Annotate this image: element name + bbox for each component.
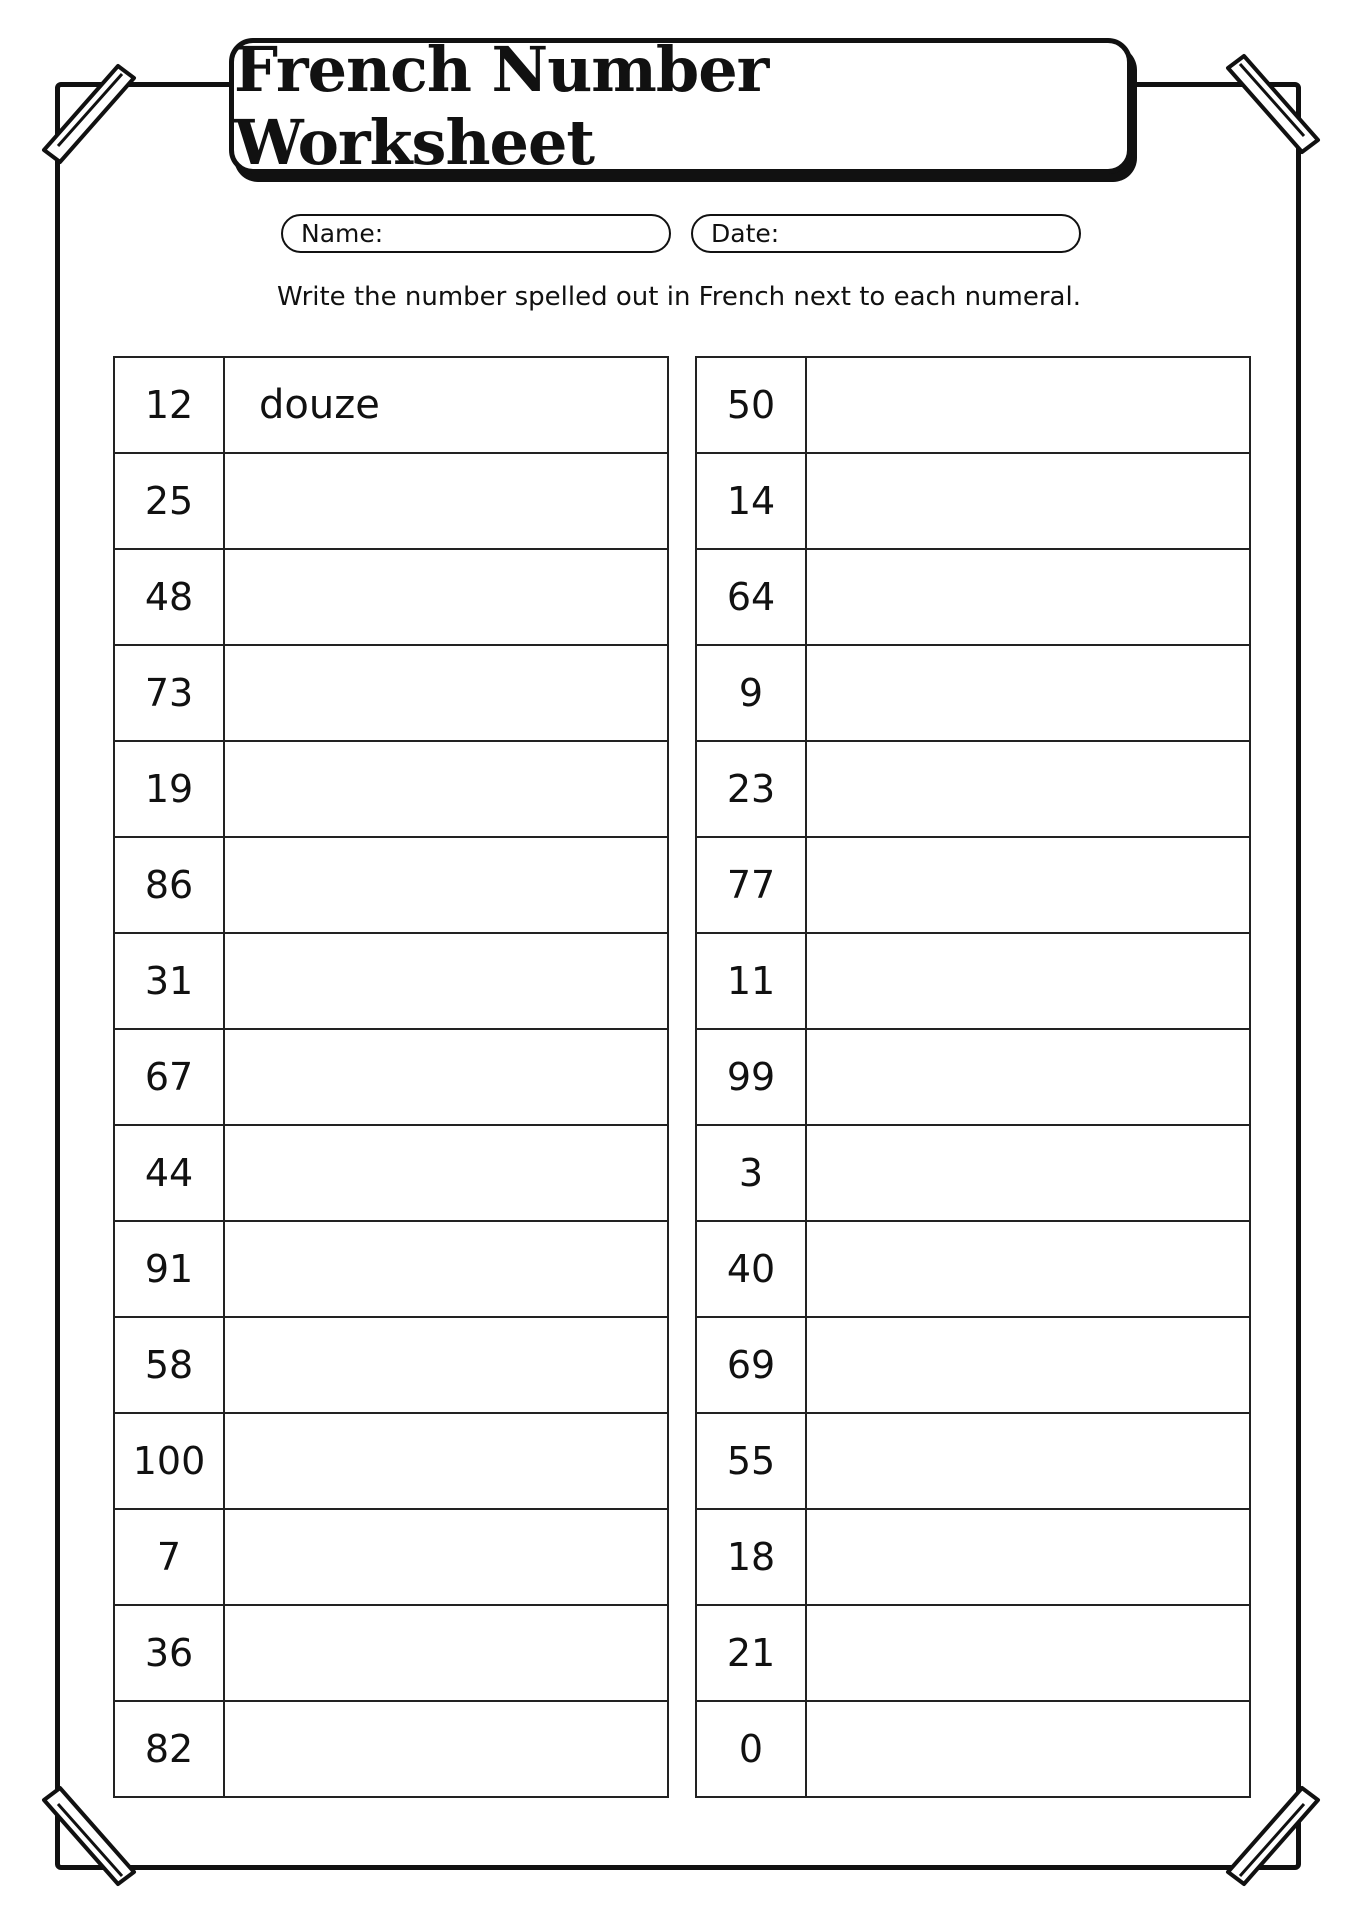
numeral-cell: 69 — [696, 1317, 806, 1413]
table-row — [114, 1317, 668, 1413]
table-row — [696, 1029, 1250, 1125]
table-row — [696, 1125, 1250, 1221]
numeral-cell: 86 — [114, 837, 224, 933]
table-row — [696, 837, 1250, 933]
answer-cell[interactable] — [806, 357, 1250, 453]
corner-tape-icon — [36, 58, 146, 168]
answer-cell[interactable] — [806, 837, 1250, 933]
table-row — [696, 1221, 1250, 1317]
numeral-cell: 55 — [696, 1413, 806, 1509]
table-row — [114, 837, 668, 933]
answer-cell[interactable] — [224, 1221, 668, 1317]
numeral-cell: 50 — [696, 357, 806, 453]
answer-cell[interactable] — [224, 1029, 668, 1125]
table-row — [696, 453, 1250, 549]
table-row — [114, 1125, 668, 1221]
table-row — [114, 1605, 668, 1701]
numeral-cell: 19 — [114, 741, 224, 837]
numeral-cell: 11 — [696, 933, 806, 1029]
numeral-cell: 23 — [696, 741, 806, 837]
answer-cell[interactable] — [806, 933, 1250, 1029]
table-row — [114, 453, 668, 549]
page-title: French Number Worksheet — [234, 33, 769, 179]
answer-cell[interactable] — [224, 837, 668, 933]
answer-cell[interactable] — [224, 549, 668, 645]
table-row — [696, 741, 1250, 837]
numeral-cell: 18 — [696, 1509, 806, 1605]
answer-cell[interactable] — [224, 741, 668, 837]
numeral-cell: 67 — [114, 1029, 224, 1125]
numeral-cell: 82 — [114, 1701, 224, 1797]
answer-cell[interactable] — [806, 1509, 1250, 1605]
numeral-cell: 58 — [114, 1317, 224, 1413]
answer-cell[interactable] — [224, 1605, 668, 1701]
numeral-cell: 14 — [696, 453, 806, 549]
table-row — [114, 933, 668, 1029]
numeral-cell: 44 — [114, 1125, 224, 1221]
answer-cell[interactable] — [224, 1509, 668, 1605]
answer-cell[interactable] — [224, 645, 668, 741]
numeral-cell: 40 — [696, 1221, 806, 1317]
answer-cell[interactable] — [806, 1605, 1250, 1701]
table-row — [114, 549, 668, 645]
table-row — [114, 357, 668, 453]
left-number-table — [113, 356, 669, 1798]
answer-cell[interactable] — [806, 1221, 1250, 1317]
right-number-table — [695, 356, 1251, 1798]
table-row — [696, 1605, 1250, 1701]
numeral-cell: 64 — [696, 549, 806, 645]
table-row — [696, 1413, 1250, 1509]
date-field[interactable] — [691, 214, 1081, 253]
answer-cell[interactable] — [224, 453, 668, 549]
numeral-cell: 0 — [696, 1701, 806, 1797]
numeral-cell: 9 — [696, 645, 806, 741]
table-row — [114, 1413, 668, 1509]
numeral-cell: 7 — [114, 1509, 224, 1605]
numeral-cell: 48 — [114, 549, 224, 645]
answer-cell[interactable] — [806, 1413, 1250, 1509]
instructions: Write the number spelled out in French next to each numeral. — [277, 282, 1081, 312]
answer-cell[interactable] — [806, 1029, 1250, 1125]
answer-cell[interactable] — [806, 453, 1250, 549]
table-row — [696, 1509, 1250, 1605]
answer-cell[interactable] — [224, 1125, 668, 1221]
table-row — [114, 1701, 668, 1797]
answer-cell[interactable] — [806, 645, 1250, 741]
table-row — [696, 1701, 1250, 1797]
table-row — [696, 645, 1250, 741]
answer-cell[interactable]: douze — [224, 357, 668, 453]
answer-cell[interactable] — [224, 1317, 668, 1413]
answer-cell[interactable] — [806, 1317, 1250, 1413]
answer-cell[interactable] — [806, 1701, 1250, 1797]
title-banner — [229, 33, 1132, 179]
numeral-cell: 3 — [696, 1125, 806, 1221]
answer-cell[interactable] — [806, 741, 1250, 837]
answer-cell[interactable] — [224, 1413, 668, 1509]
numeral-cell: 12 — [114, 357, 224, 453]
corner-tape-icon — [1216, 1782, 1326, 1892]
name-field[interactable] — [281, 214, 671, 253]
table-row — [114, 645, 668, 741]
numeral-cell: 21 — [696, 1605, 806, 1701]
answer-cell[interactable] — [806, 1125, 1250, 1221]
date-label: Date: — [711, 219, 780, 248]
name-label: Name: — [301, 219, 384, 248]
table-row — [696, 357, 1250, 453]
table-row — [114, 741, 668, 837]
answer-cell[interactable] — [224, 933, 668, 1029]
numeral-cell: 25 — [114, 453, 224, 549]
numeral-cell: 73 — [114, 645, 224, 741]
numeral-cell: 31 — [114, 933, 224, 1029]
table-row — [114, 1509, 668, 1605]
table-row — [696, 1317, 1250, 1413]
answer-cell[interactable] — [806, 549, 1250, 645]
numeral-cell: 91 — [114, 1221, 224, 1317]
table-row — [114, 1221, 668, 1317]
table-row — [114, 1029, 668, 1125]
table-row — [696, 549, 1250, 645]
answer-cell[interactable] — [224, 1701, 668, 1797]
numeral-cell: 36 — [114, 1605, 224, 1701]
table-row — [696, 933, 1250, 1029]
corner-tape-icon — [36, 1782, 146, 1892]
numeral-cell: 77 — [696, 837, 806, 933]
corner-tape-icon — [1216, 48, 1326, 158]
numeral-cell: 100 — [114, 1413, 224, 1509]
numeral-cell: 99 — [696, 1029, 806, 1125]
